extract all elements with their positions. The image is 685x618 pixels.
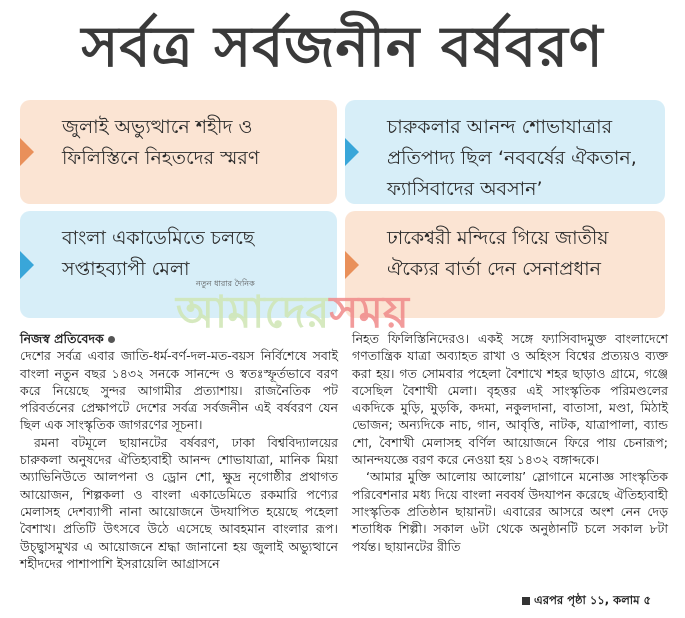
highlight-box-procession <box>345 100 665 204</box>
article-paragraph: নিহত ফিলিস্তিনিদেরও। একই সঙ্গে ফ্যাসিবাদমুক্ত বাংলাদেশে গণতান্ত্রিক যাত্রা অব্যাহত রাখা ও অহিংস বিশ্বের প্রত্যয়ও ব্যক্ত করা হয়। গত সোমবার পহেলা বৈশাখে শহর ছাড়াও গ্রামে, গঞ্জে বসেছিল বৈশাখী মেলা। বৃহত্তর এই সাংস্কৃতিক পরিমণ্ডলের একদিকে মুড়ি, মুড়কি, কদমা, নকুলদানা, বাতাসা, মণ্ডা, মিঠাই ভোজন; অন্যদিকে নাচ, গান, আবৃত্তি, নাটক, যাত্রাপালা, ব্যান্ড শো, বৈশাখী মেলাসহ বর্ণিল আয়োজনে ফিরে পায় চেনারূপ; আনন্দযজ্ঞে বরণ করে নেওয়া হয় ১৪৩২ বঙ্গাব্দকে। <box>352 331 668 468</box>
highlight-box-martyrs <box>20 100 337 204</box>
watermark-logo <box>176 286 536 340</box>
article-column-left <box>20 330 338 572</box>
triangle-marker-icon <box>345 251 359 279</box>
article-column-right <box>352 330 668 555</box>
watermark-part2: সময় <box>329 287 409 338</box>
triangle-marker-icon <box>345 138 359 166</box>
triangle-marker-icon <box>20 138 34 166</box>
highlight-text: চারুকলার আনন্দ শোভাযাত্রার প্রতিপাদ্য ছিল ‘নববর্ষের ঐকতান, ফ্যাসিবাদের অবসান’ <box>387 116 637 200</box>
continuation-note <box>522 592 651 611</box>
triangle-marker-icon <box>20 251 34 279</box>
watermark-part1: আমাদের <box>176 287 330 338</box>
article-paragraph: দেশের সর্বত্র এবার জাতি-ধর্ম-বর্ণ-দল-মত-বয়স নির্বিশেষে সবাই বাংলা নতুন বছর ১৪৩২ সনকে সানন্দে ও স্বতঃস্ফূর্তভাবে বরণ করে নিয়েছে সুন্দর আগামীর প্রত্যাশায়। রাজনৈতিক পট পরিবর্তনের প্রেক্ষাপটে দেশের সর্বত্র সর্বজনীন এই বর্ষবরণ যেন ছিল এক সাংস্কৃতিক জাগরণের সূচনা। <box>20 348 338 433</box>
highlight-text: ঢাকেশ্বরী মন্দিরে গিয়ে জাতীয় ঐক্যের বার্তা দেন সেনাপ্রধান <box>387 227 609 280</box>
watermark-tagline: নতুন ধারার দৈনিক <box>196 279 255 288</box>
square-bullet-icon <box>522 597 530 605</box>
headline: সর্বত্র সর্বজনীন বর্ষবরণ <box>81 15 604 80</box>
highlight-text: জুলাই অভ্যুত্থানে শহীদ ও ফিলিস্তিনে নিহতদের স্মরণ <box>62 116 260 169</box>
continuation-text: এরপর পৃষ্ঠা ১১, কলাম ৫ <box>534 593 651 607</box>
bullet-icon <box>108 336 115 343</box>
byline: নিজস্ব প্রতিবেদক <box>20 331 104 346</box>
article-paragraph: ‘আমার মুক্তি আলোয় আলোয়’ স্লোগানে মনোজ্ঞ সাংস্কৃতিক পরিবেশনার মধ্য দিয়ে বাংলা নববর্ষ উদযাপন করেছে ঐতিহ্যবাহী সাংস্কৃতিক প্রতিষ্ঠান ছায়ানট। এবারের আসরে অংশ নেন দেড় শতাধিক শিল্পী। সকাল ৬টা থেকে অনুষ্ঠানটি চলে সকাল ৮টা পর্যন্ত। ছায়ানটের রীতি <box>352 469 668 554</box>
highlight-text: বাংলা একাডেমিতে চলছে সপ্তাহব্যাপী মেলা <box>62 227 255 280</box>
article-paragraph: রমনা বটমূলে ছায়ানটের বর্ষবরণ, ঢাকা বিশ্ববিদ্যালয়ের চারুকলা অনুষদের ঐতিহ্যবাহী আনন্দ শোভাযাত্রা, মানিক মিয়া অ্যাভিনিউতে আলপনা ও ড্রোন শো, ক্ষুদ্র নৃগোষ্ঠীর প্রথাগত আয়োজন, শিল্পকলা ও বাংলা একাডেমিতে রকমারি পণ্যের মেলাসহ দেশব্যাপী নানা আয়োজনে উদযাপিত হয়েছে পহেলা বৈশাখ। প্রতিটি উৎসবে উঠে এসেছে আবহমান বাংলার রূপ। উচ্ছ্বাসমুখর এ আয়োজনে শ্রদ্ধা জানানো হয় জুলাই অভ্যুত্থানে শহীদদের পাশাপাশি ইসরায়েলি আগ্রাসনে <box>20 434 338 571</box>
